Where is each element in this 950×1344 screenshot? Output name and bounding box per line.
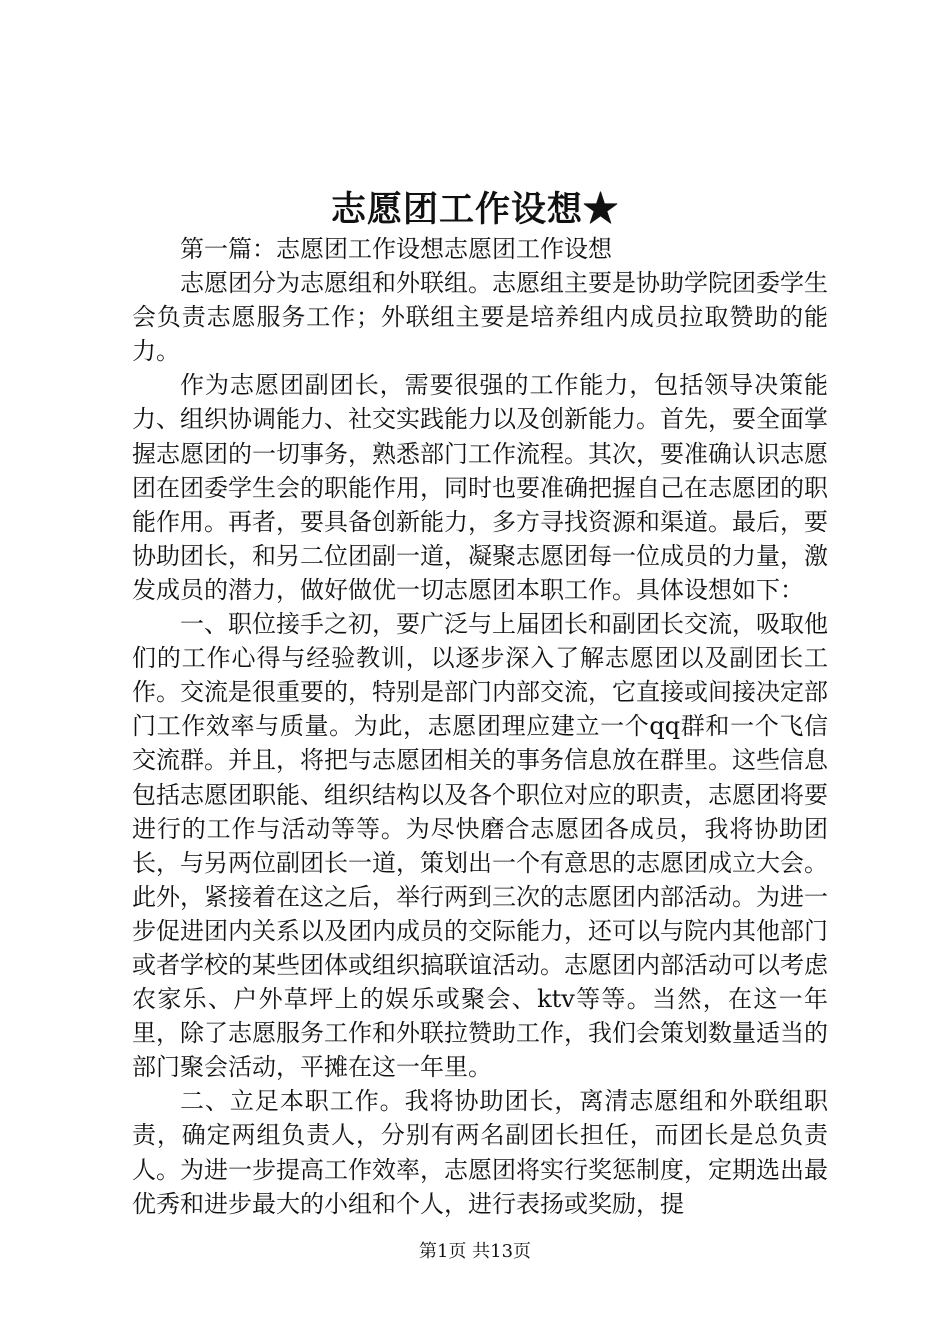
- paragraph: 二、立足本职工作。我将协助团长，离清志愿组和外联组职责，确定两组负责人，分别有两名副团长担任，而团长是总负责人。为进一步提高工作效率，志愿团将实行奖惩制度，定期选出最优秀和进步最大的小组和个人，进行表扬或奖励，提: [132, 1087, 828, 1218]
- paragraph-heading: 第一篇：志愿团工作设想志愿团工作设想: [180, 235, 612, 263]
- document-title: 志愿团工作设想★: [330, 189, 619, 230]
- paragraph: 作为志愿团副团长，需要很强的工作能力，包括领导决策能力、组织协调能力、社交实践能力以及创新能力。首先，要全面掌握志愿团的一切事务，熟悉部门工作流程。其次，要准确认识志愿团在团委学生会的职能作用，同时也要准确把握自己在志愿团的职能作用。再者，要具备创新能力，多方寻找资源和渠道。最后，要协助团长，和另二位团副一道，凝聚志愿团每一位成员的力量，激发成员的潜力，做好做优一切志愿团本职工作。具体设想如下：: [132, 371, 828, 604]
- page-number-footer: 第1页 共13页: [418, 1241, 532, 1262]
- document-body: [132, 232, 828, 1221]
- paragraph: 志愿团分为志愿组和外联组。志愿组主要是协助学院团委学生会负责志愿服务工作；外联组主要是培养组内成员拉取赞助的能力。: [132, 269, 828, 366]
- paragraph: 一、职位接手之初，要广泛与上届团长和副团长交流，吸取他们的工作心得与经验教训，以逐步深入了解志愿团以及副团长工作。交流是很重要的，特别是部门内部交流，它直接或间接决定部门工作效率与质量。为此，志愿团理应建立一个qq群和一个飞信交流群。并且，将把与志愿团相关的事务信息放在群里。这些信息包括志愿团职能、组织结构以及各个职位对应的职责，志愿团将要进行的工作与活动等等。为尽快磨合志愿团各成员，我将协助团长，与另两位副团长一道，策划出一个有意思的志愿团成立大会。此外，紧接着在这之后，举行两到三次的志愿团内部活动。为进一步促进团内关系以及团内成员的交际能力，还可以与院内其他部门或者学校的某些团体或组织搞联谊活动。志愿团内部活动可以考虑农家乐、户外草坪上的娱乐或聚会、ktv等等。当然，在这一年里，除了志愿服务工作和外联拉赞助工作，我们会策划数量适当的部门聚会活动，平摊在这一年里。: [132, 610, 828, 1082]
